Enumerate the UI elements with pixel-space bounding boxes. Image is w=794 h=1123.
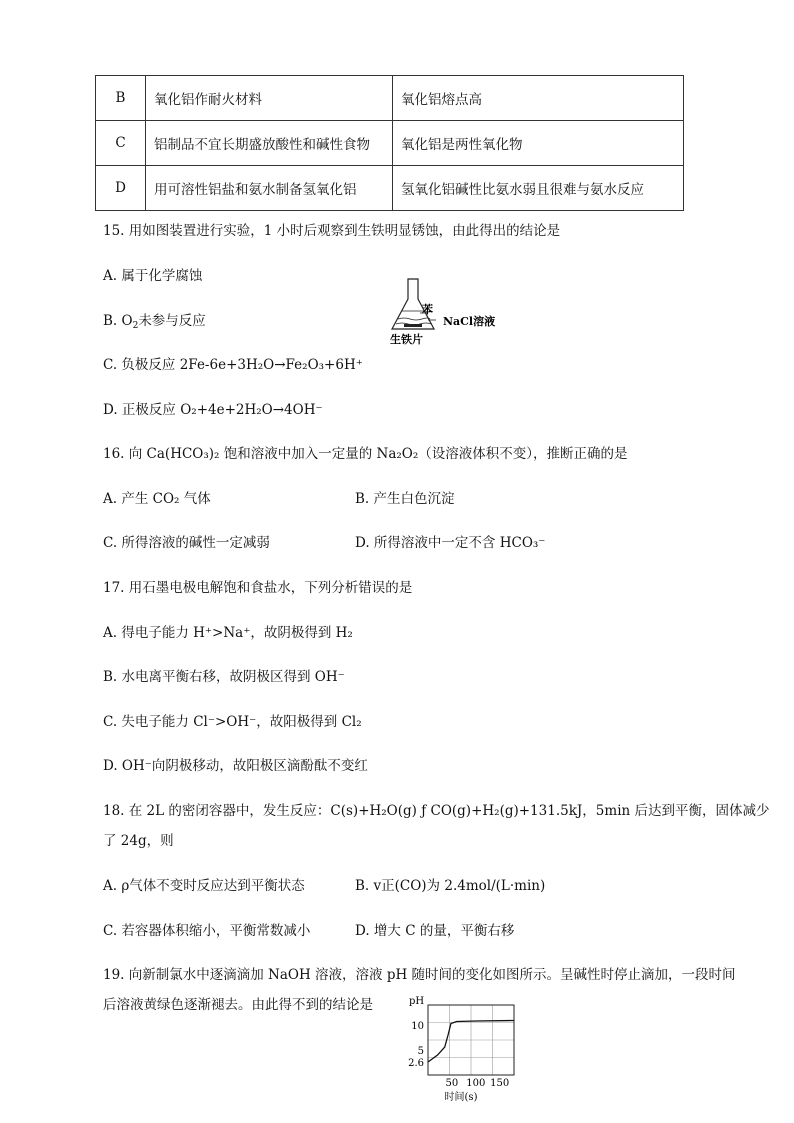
q18-option-b: B. v正(CO)为 2.4mol/(L·min) — [355, 878, 546, 894]
x-axis-label: 时间(s) — [444, 1092, 478, 1103]
option-reason: 氧化铝熔点高 — [393, 76, 684, 121]
nacl-solution-label: NaCl溶液 — [443, 315, 496, 328]
q16-option-a: A. 产生 CO₂ 气体 — [103, 491, 211, 507]
cast-iron-label: 生铁片 — [390, 333, 423, 346]
q15-option-d: D. 正极反应 O₂+4e+2H₂O→4OH⁻ — [103, 402, 323, 418]
benzene-label: 苯 — [422, 303, 433, 316]
option-reason: 氧化铝是两性氧化物 — [393, 121, 684, 166]
q18-option-c: C. 若容器体积缩小，平衡常数减小 — [103, 923, 311, 939]
option-reason: 氢氧化铝碱性比氨水弱且很难与氨水反应 — [393, 166, 684, 211]
x-tick-label: 100 — [466, 1078, 486, 1089]
x-tick-label: 150 — [490, 1078, 510, 1089]
ph-chart — [395, 995, 525, 1107]
table-row — [96, 121, 684, 166]
q17-option-d: D. OH⁻向阴极移动，故阳极区滴酚酞不变红 — [103, 758, 368, 774]
y-tick-label: 5 — [417, 1046, 424, 1057]
table-row — [96, 166, 684, 211]
q16-stem: 16. 向 Ca(HCO₃)₂ 饱和溶液中加入一定量的 Na₂O₂（设溶液体积不变），推断正确的是 — [103, 446, 628, 462]
option-letter: C — [96, 121, 146, 166]
q18-stem-line2: 了 24g，则 — [103, 833, 174, 849]
q18-stem-line1: 18. 在 2L 的密闭容器中，发生反应：C(s)+H₂O(g) ƒ CO(g)+H₂(g)+131.5kJ，5min 后达到平衡，固体减少 — [103, 803, 770, 819]
table-row — [96, 76, 684, 121]
option-fact: 氧化铝作耐火材料 — [146, 76, 393, 121]
q17-stem: 17. 用石墨电极电解饱和食盐水，下列分析错误的是 — [103, 580, 413, 596]
q17-option-c: C. 失电子能力 Cl⁻>OH⁻，故阳极得到 Cl₂ — [103, 714, 362, 730]
q18-option-d: D. 增大 C 的量，平衡右移 — [355, 923, 515, 939]
q19-stem-line2: 后溶液黄绿色逐渐褪去。由此得不到的结论是 — [103, 997, 373, 1013]
y-tick-label: 2.6 — [408, 1058, 424, 1069]
option-letter: D — [96, 166, 146, 211]
q17-option-b: B. 水电离平衡右移，故阴极区得到 OH⁻ — [103, 669, 345, 685]
q15-stem: 15. 用如图装置进行实验，1 小时后观察到生铁明显锈蚀，由此得出的结论是 — [103, 223, 561, 239]
q16-option-d: D. 所得溶液中一定不含 HCO₃⁻ — [355, 535, 546, 551]
q16-option-b: B. 产生白色沉淀 — [355, 491, 455, 507]
flask-figure — [390, 277, 510, 347]
y-axis-label: pH — [409, 996, 425, 1007]
y-tick-label: 10 — [411, 1021, 424, 1032]
options-table — [95, 75, 684, 211]
q17-option-a: A. 得电子能力 H⁺>Na⁺，故阴极得到 H₂ — [103, 625, 353, 641]
option-letter: B — [96, 76, 146, 121]
q19-stem-line1: 19. 向新制氯水中逐滴滴加 NaOH 溶液，溶液 pH 随时间的变化如图所示。呈碱性时停止滴加，一段时间 — [103, 967, 736, 983]
x-tick-label: 50 — [445, 1078, 459, 1089]
q18-option-a: A. ρ气体不变时反应达到平衡状态 — [103, 878, 305, 894]
q15-option-a: A. 属于化学腐蚀 — [103, 268, 203, 284]
q15-option-b: B. $O_2$未参与反应 — [103, 313, 206, 331]
option-fact: 铝制品不宜长期盛放酸性和碱性食物 — [146, 121, 393, 166]
q15-option-c: C. 负极反应 2Fe-6e+3H₂O→Fe₂O₃+6H⁺ — [103, 357, 363, 373]
option-fact: 用可溶性铝盐和氨水制备氢氧化铝 — [146, 166, 393, 211]
q16-option-c: C. 所得溶液的碱性一定减弱 — [103, 535, 270, 551]
